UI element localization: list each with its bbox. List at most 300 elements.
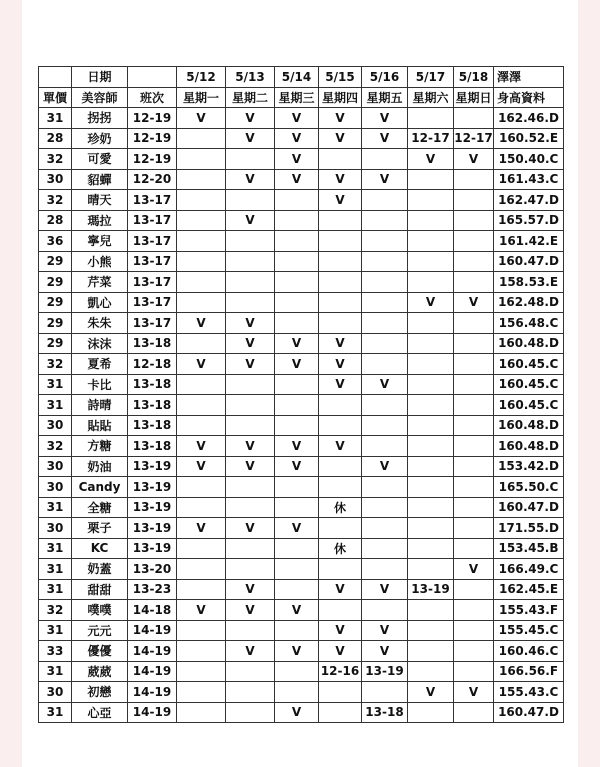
day-cell: V [275, 354, 319, 375]
shift-cell: 13-23 [128, 579, 177, 600]
height-cell: 161.43.C [494, 169, 564, 190]
day-cell: V [177, 354, 226, 375]
weekday-fri: 星期五 [362, 87, 408, 108]
day-cell [177, 661, 226, 682]
day-cell [408, 251, 454, 272]
price-cell: 32 [39, 436, 72, 457]
stylist-name-cell: 晴天 [72, 190, 128, 211]
height-cell: 162.46.D [494, 108, 564, 129]
header-blank [39, 67, 72, 88]
price-cell: 29 [39, 292, 72, 313]
height-cell: 160.45.C [494, 374, 564, 395]
day-cell: 12-16 [319, 661, 362, 682]
day-cell: V [362, 620, 408, 641]
day-cell: V [319, 641, 362, 662]
table-row [39, 641, 564, 662]
day-cell [177, 497, 226, 518]
shift-cell: 12-19 [128, 128, 177, 149]
day-cell [177, 374, 226, 395]
day-cell: V [362, 128, 408, 149]
shift-cell: 12-20 [128, 169, 177, 190]
price-cell: 31 [39, 620, 72, 641]
table-row [39, 108, 564, 129]
shift-cell: 13-19 [128, 497, 177, 518]
day-cell [275, 313, 319, 334]
day-cell [177, 620, 226, 641]
day-cell: V [226, 456, 275, 477]
shift-cell: 14-19 [128, 661, 177, 682]
price-cell: 31 [39, 395, 72, 416]
day-cell [408, 210, 454, 231]
day-cell [319, 518, 362, 539]
day-cell: V [226, 518, 275, 539]
day-cell: V [275, 169, 319, 190]
day-cell [362, 538, 408, 559]
day-cell [362, 477, 408, 498]
shift-cell: 13-19 [128, 456, 177, 477]
table-row [39, 477, 564, 498]
day-cell: 12-17 [454, 128, 494, 149]
day-cell: V [177, 313, 226, 334]
stylist-name-cell: 拐拐 [72, 108, 128, 129]
shift-cell: 14-19 [128, 641, 177, 662]
day-cell [408, 641, 454, 662]
table-row [39, 190, 564, 211]
day-cell: V [362, 169, 408, 190]
stylist-name-cell: 貂蟬 [72, 169, 128, 190]
stylist-name-cell: 可愛 [72, 149, 128, 170]
day-cell [454, 354, 494, 375]
shift-cell: 12-19 [128, 108, 177, 129]
day-cell: V [408, 292, 454, 313]
day-cell [177, 251, 226, 272]
shift-cell: 14-18 [128, 600, 177, 621]
date-tue: 5/13 [226, 67, 275, 88]
day-cell [226, 374, 275, 395]
day-cell [362, 354, 408, 375]
date-sun: 5/18 [454, 67, 494, 88]
day-cell [319, 292, 362, 313]
stylist-name-cell: Candy [72, 477, 128, 498]
day-cell: V [275, 641, 319, 662]
day-cell [362, 415, 408, 436]
price-cell: 29 [39, 333, 72, 354]
weekday-thu: 星期四 [319, 87, 362, 108]
height-label: 身高資料 [494, 87, 564, 108]
date-fri: 5/16 [362, 67, 408, 88]
table-row [39, 538, 564, 559]
day-cell: V [408, 149, 454, 170]
day-cell: V [362, 456, 408, 477]
day-cell [319, 231, 362, 252]
day-cell: V [275, 149, 319, 170]
height-cell: 160.47.D [494, 497, 564, 518]
day-cell [454, 497, 494, 518]
price-cell: 31 [39, 661, 72, 682]
stylist-name-cell: 栗子 [72, 518, 128, 539]
day-cell: V [454, 559, 494, 580]
day-cell [454, 702, 494, 723]
day-cell [226, 702, 275, 723]
shift-cell: 13-17 [128, 313, 177, 334]
shift-cell: 13-18 [128, 374, 177, 395]
date-thu: 5/15 [319, 67, 362, 88]
day-cell [177, 559, 226, 580]
stylist-name-cell: 噗噗 [72, 600, 128, 621]
day-cell [362, 497, 408, 518]
day-cell [275, 415, 319, 436]
price-cell: 28 [39, 128, 72, 149]
stylist-label: 美容師 [72, 87, 128, 108]
table-row [39, 559, 564, 580]
price-cell: 31 [39, 559, 72, 580]
day-cell: V [362, 108, 408, 129]
day-cell [408, 190, 454, 211]
day-cell [454, 415, 494, 436]
day-cell [177, 231, 226, 252]
stylist-name-cell: 小熊 [72, 251, 128, 272]
height-cell: 150.40.C [494, 149, 564, 170]
shift-cell: 13-17 [128, 231, 177, 252]
day-cell [226, 251, 275, 272]
shift-cell: 13-17 [128, 210, 177, 231]
price-cell: 29 [39, 251, 72, 272]
day-cell: V [454, 149, 494, 170]
day-cell [226, 559, 275, 580]
height-cell: 160.47.D [494, 251, 564, 272]
day-cell [226, 149, 275, 170]
day-cell [454, 313, 494, 334]
table-row [39, 682, 564, 703]
shift-cell: 13-18 [128, 395, 177, 416]
height-cell: 153.42.D [494, 456, 564, 477]
day-cell: V [226, 641, 275, 662]
day-cell [319, 456, 362, 477]
day-cell [362, 518, 408, 539]
day-cell [454, 231, 494, 252]
shift-cell: 13-17 [128, 190, 177, 211]
day-cell: 休 [319, 497, 362, 518]
stylist-name-cell: 奶蓋 [72, 559, 128, 580]
header-row-labels [39, 87, 564, 108]
shift-cell: 13-18 [128, 333, 177, 354]
stylist-name-cell: 瑪拉 [72, 210, 128, 231]
day-cell [177, 272, 226, 293]
shift-cell: 13-17 [128, 251, 177, 272]
day-cell [226, 272, 275, 293]
day-cell: V [226, 313, 275, 334]
day-cell [177, 128, 226, 149]
day-cell [362, 251, 408, 272]
day-cell [362, 292, 408, 313]
table-row [39, 251, 564, 272]
height-cell: 160.48.D [494, 436, 564, 457]
day-cell [319, 313, 362, 334]
price-cell: 30 [39, 415, 72, 436]
table-row [39, 395, 564, 416]
date-sat: 5/17 [408, 67, 454, 88]
day-cell [408, 333, 454, 354]
day-cell [408, 702, 454, 723]
day-cell: V [362, 641, 408, 662]
day-cell: V [275, 702, 319, 723]
weekday-mon: 星期一 [177, 87, 226, 108]
group-name: 澤澤 [494, 67, 564, 88]
schedule-table [38, 66, 564, 723]
stylist-name-cell: 凱心 [72, 292, 128, 313]
day-cell [319, 395, 362, 416]
day-cell: V [275, 108, 319, 129]
day-cell [177, 149, 226, 170]
shift-cell: 13-18 [128, 436, 177, 457]
day-cell [362, 436, 408, 457]
day-cell [275, 292, 319, 313]
day-cell [454, 477, 494, 498]
table-row [39, 313, 564, 334]
day-cell [454, 108, 494, 129]
table-row [39, 415, 564, 436]
price-cell: 28 [39, 210, 72, 231]
day-cell: V [226, 600, 275, 621]
table-row [39, 702, 564, 723]
day-cell [177, 641, 226, 662]
day-cell: V [275, 456, 319, 477]
day-cell [408, 415, 454, 436]
height-cell: 166.56.F [494, 661, 564, 682]
day-cell: V [226, 579, 275, 600]
day-cell [319, 149, 362, 170]
shift-cell: 14-19 [128, 620, 177, 641]
day-cell [177, 210, 226, 231]
header-row-dates [39, 67, 564, 88]
day-cell: 休 [319, 538, 362, 559]
price-cell: 32 [39, 354, 72, 375]
price-cell: 31 [39, 497, 72, 518]
price-cell: 30 [39, 682, 72, 703]
day-cell [408, 395, 454, 416]
table-row [39, 149, 564, 170]
shift-cell: 13-19 [128, 518, 177, 539]
day-cell [177, 395, 226, 416]
day-cell: V [177, 456, 226, 477]
day-cell [275, 395, 319, 416]
day-cell [362, 682, 408, 703]
stylist-name-cell: 初戀 [72, 682, 128, 703]
stylist-name-cell: 優優 [72, 641, 128, 662]
day-cell [408, 497, 454, 518]
height-cell: 158.53.E [494, 272, 564, 293]
price-cell: 31 [39, 108, 72, 129]
day-cell [177, 579, 226, 600]
day-cell [408, 620, 454, 641]
day-cell: V [319, 374, 362, 395]
day-cell [408, 661, 454, 682]
day-cell [177, 702, 226, 723]
day-cell [362, 149, 408, 170]
day-cell: V [275, 128, 319, 149]
day-cell: V [177, 600, 226, 621]
day-cell [319, 251, 362, 272]
stylist-name-cell: 詩晴 [72, 395, 128, 416]
day-cell: 13-18 [362, 702, 408, 723]
day-cell: V [408, 682, 454, 703]
day-cell: V [226, 210, 275, 231]
day-cell [362, 313, 408, 334]
day-cell [454, 456, 494, 477]
day-cell [362, 210, 408, 231]
day-cell [454, 190, 494, 211]
height-cell: 162.48.D [494, 292, 564, 313]
day-cell [177, 538, 226, 559]
stylist-name-cell: 全糖 [72, 497, 128, 518]
height-cell: 160.48.D [494, 333, 564, 354]
day-cell [177, 169, 226, 190]
weekday-sun: 星期日 [454, 87, 494, 108]
day-cell [454, 169, 494, 190]
day-cell: V [319, 436, 362, 457]
day-cell: V [362, 374, 408, 395]
day-cell: V [226, 169, 275, 190]
day-cell [319, 559, 362, 580]
day-cell [408, 518, 454, 539]
height-cell: 166.49.C [494, 559, 564, 580]
height-cell: 165.57.D [494, 210, 564, 231]
price-cell: 31 [39, 374, 72, 395]
day-cell [362, 272, 408, 293]
price-cell: 29 [39, 272, 72, 293]
stylist-name-cell: 沫沫 [72, 333, 128, 354]
shift-cell: 13-20 [128, 559, 177, 580]
table-row [39, 518, 564, 539]
price-cell: 30 [39, 456, 72, 477]
day-cell [362, 395, 408, 416]
table-row [39, 620, 564, 641]
height-cell: 161.42.E [494, 231, 564, 252]
stylist-name-cell: 奶油 [72, 456, 128, 477]
stylist-name-cell: 甜甜 [72, 579, 128, 600]
stylist-name-cell: 元元 [72, 620, 128, 641]
day-cell [454, 600, 494, 621]
day-cell [275, 559, 319, 580]
shift-cell: 13-18 [128, 415, 177, 436]
table-row [39, 661, 564, 682]
day-cell: V [275, 600, 319, 621]
day-cell [275, 210, 319, 231]
stylist-name-cell: KC [72, 538, 128, 559]
height-cell: 155.45.C [494, 620, 564, 641]
day-cell [275, 272, 319, 293]
day-cell: V [177, 518, 226, 539]
shift-cell: 14-19 [128, 682, 177, 703]
day-cell [408, 436, 454, 457]
day-cell [454, 579, 494, 600]
day-cell [408, 313, 454, 334]
day-cell: V [319, 579, 362, 600]
price-cell: 33 [39, 641, 72, 662]
day-cell [226, 497, 275, 518]
date-label: 日期 [72, 67, 128, 88]
height-cell: 155.43.C [494, 682, 564, 703]
weekday-sat: 星期六 [408, 87, 454, 108]
table-row [39, 579, 564, 600]
day-cell: 13-19 [362, 661, 408, 682]
stylist-name-cell: 卡比 [72, 374, 128, 395]
day-cell [454, 251, 494, 272]
stylist-name-cell: 貼貼 [72, 415, 128, 436]
day-cell [275, 682, 319, 703]
day-cell [319, 272, 362, 293]
day-cell [177, 190, 226, 211]
shift-cell: 14-19 [128, 702, 177, 723]
day-cell: V [454, 682, 494, 703]
stylist-name-cell: 朱朱 [72, 313, 128, 334]
day-cell [177, 477, 226, 498]
height-cell: 160.45.C [494, 354, 564, 375]
shift-cell: 13-19 [128, 477, 177, 498]
height-cell: 162.47.D [494, 190, 564, 211]
table-row [39, 436, 564, 457]
table-row [39, 210, 564, 231]
price-cell: 31 [39, 702, 72, 723]
day-cell [454, 272, 494, 293]
weekday-wed: 星期三 [275, 87, 319, 108]
height-cell: 162.45.E [494, 579, 564, 600]
day-cell [275, 190, 319, 211]
day-cell [454, 641, 494, 662]
day-cell [226, 661, 275, 682]
price-cell: 30 [39, 169, 72, 190]
day-cell [319, 210, 362, 231]
day-cell [408, 559, 454, 580]
day-cell [275, 251, 319, 272]
table-row [39, 497, 564, 518]
day-cell [275, 497, 319, 518]
height-cell: 160.48.D [494, 415, 564, 436]
shift-cell: 13-17 [128, 292, 177, 313]
day-cell: V [226, 354, 275, 375]
height-cell: 156.48.C [494, 313, 564, 334]
price-cell: 30 [39, 477, 72, 498]
day-cell: V [226, 436, 275, 457]
weekday-tue: 星期二 [226, 87, 275, 108]
stylist-name-cell: 夏希 [72, 354, 128, 375]
day-cell [408, 354, 454, 375]
day-cell [454, 661, 494, 682]
day-cell [275, 579, 319, 600]
price-label: 單價 [39, 87, 72, 108]
day-cell [226, 190, 275, 211]
day-cell [177, 333, 226, 354]
day-cell [454, 395, 494, 416]
day-cell [226, 292, 275, 313]
stylist-name-cell: 芹菜 [72, 272, 128, 293]
day-cell: 13-19 [408, 579, 454, 600]
table-row [39, 128, 564, 149]
day-cell [454, 374, 494, 395]
day-cell [454, 538, 494, 559]
day-cell: V [177, 108, 226, 129]
day-cell [226, 477, 275, 498]
day-cell: V [454, 292, 494, 313]
day-cell [362, 231, 408, 252]
day-cell [454, 436, 494, 457]
day-cell [177, 292, 226, 313]
table-row [39, 169, 564, 190]
table-row [39, 456, 564, 477]
shift-label: 班次 [128, 87, 177, 108]
day-cell: V [319, 108, 362, 129]
table-row [39, 354, 564, 375]
